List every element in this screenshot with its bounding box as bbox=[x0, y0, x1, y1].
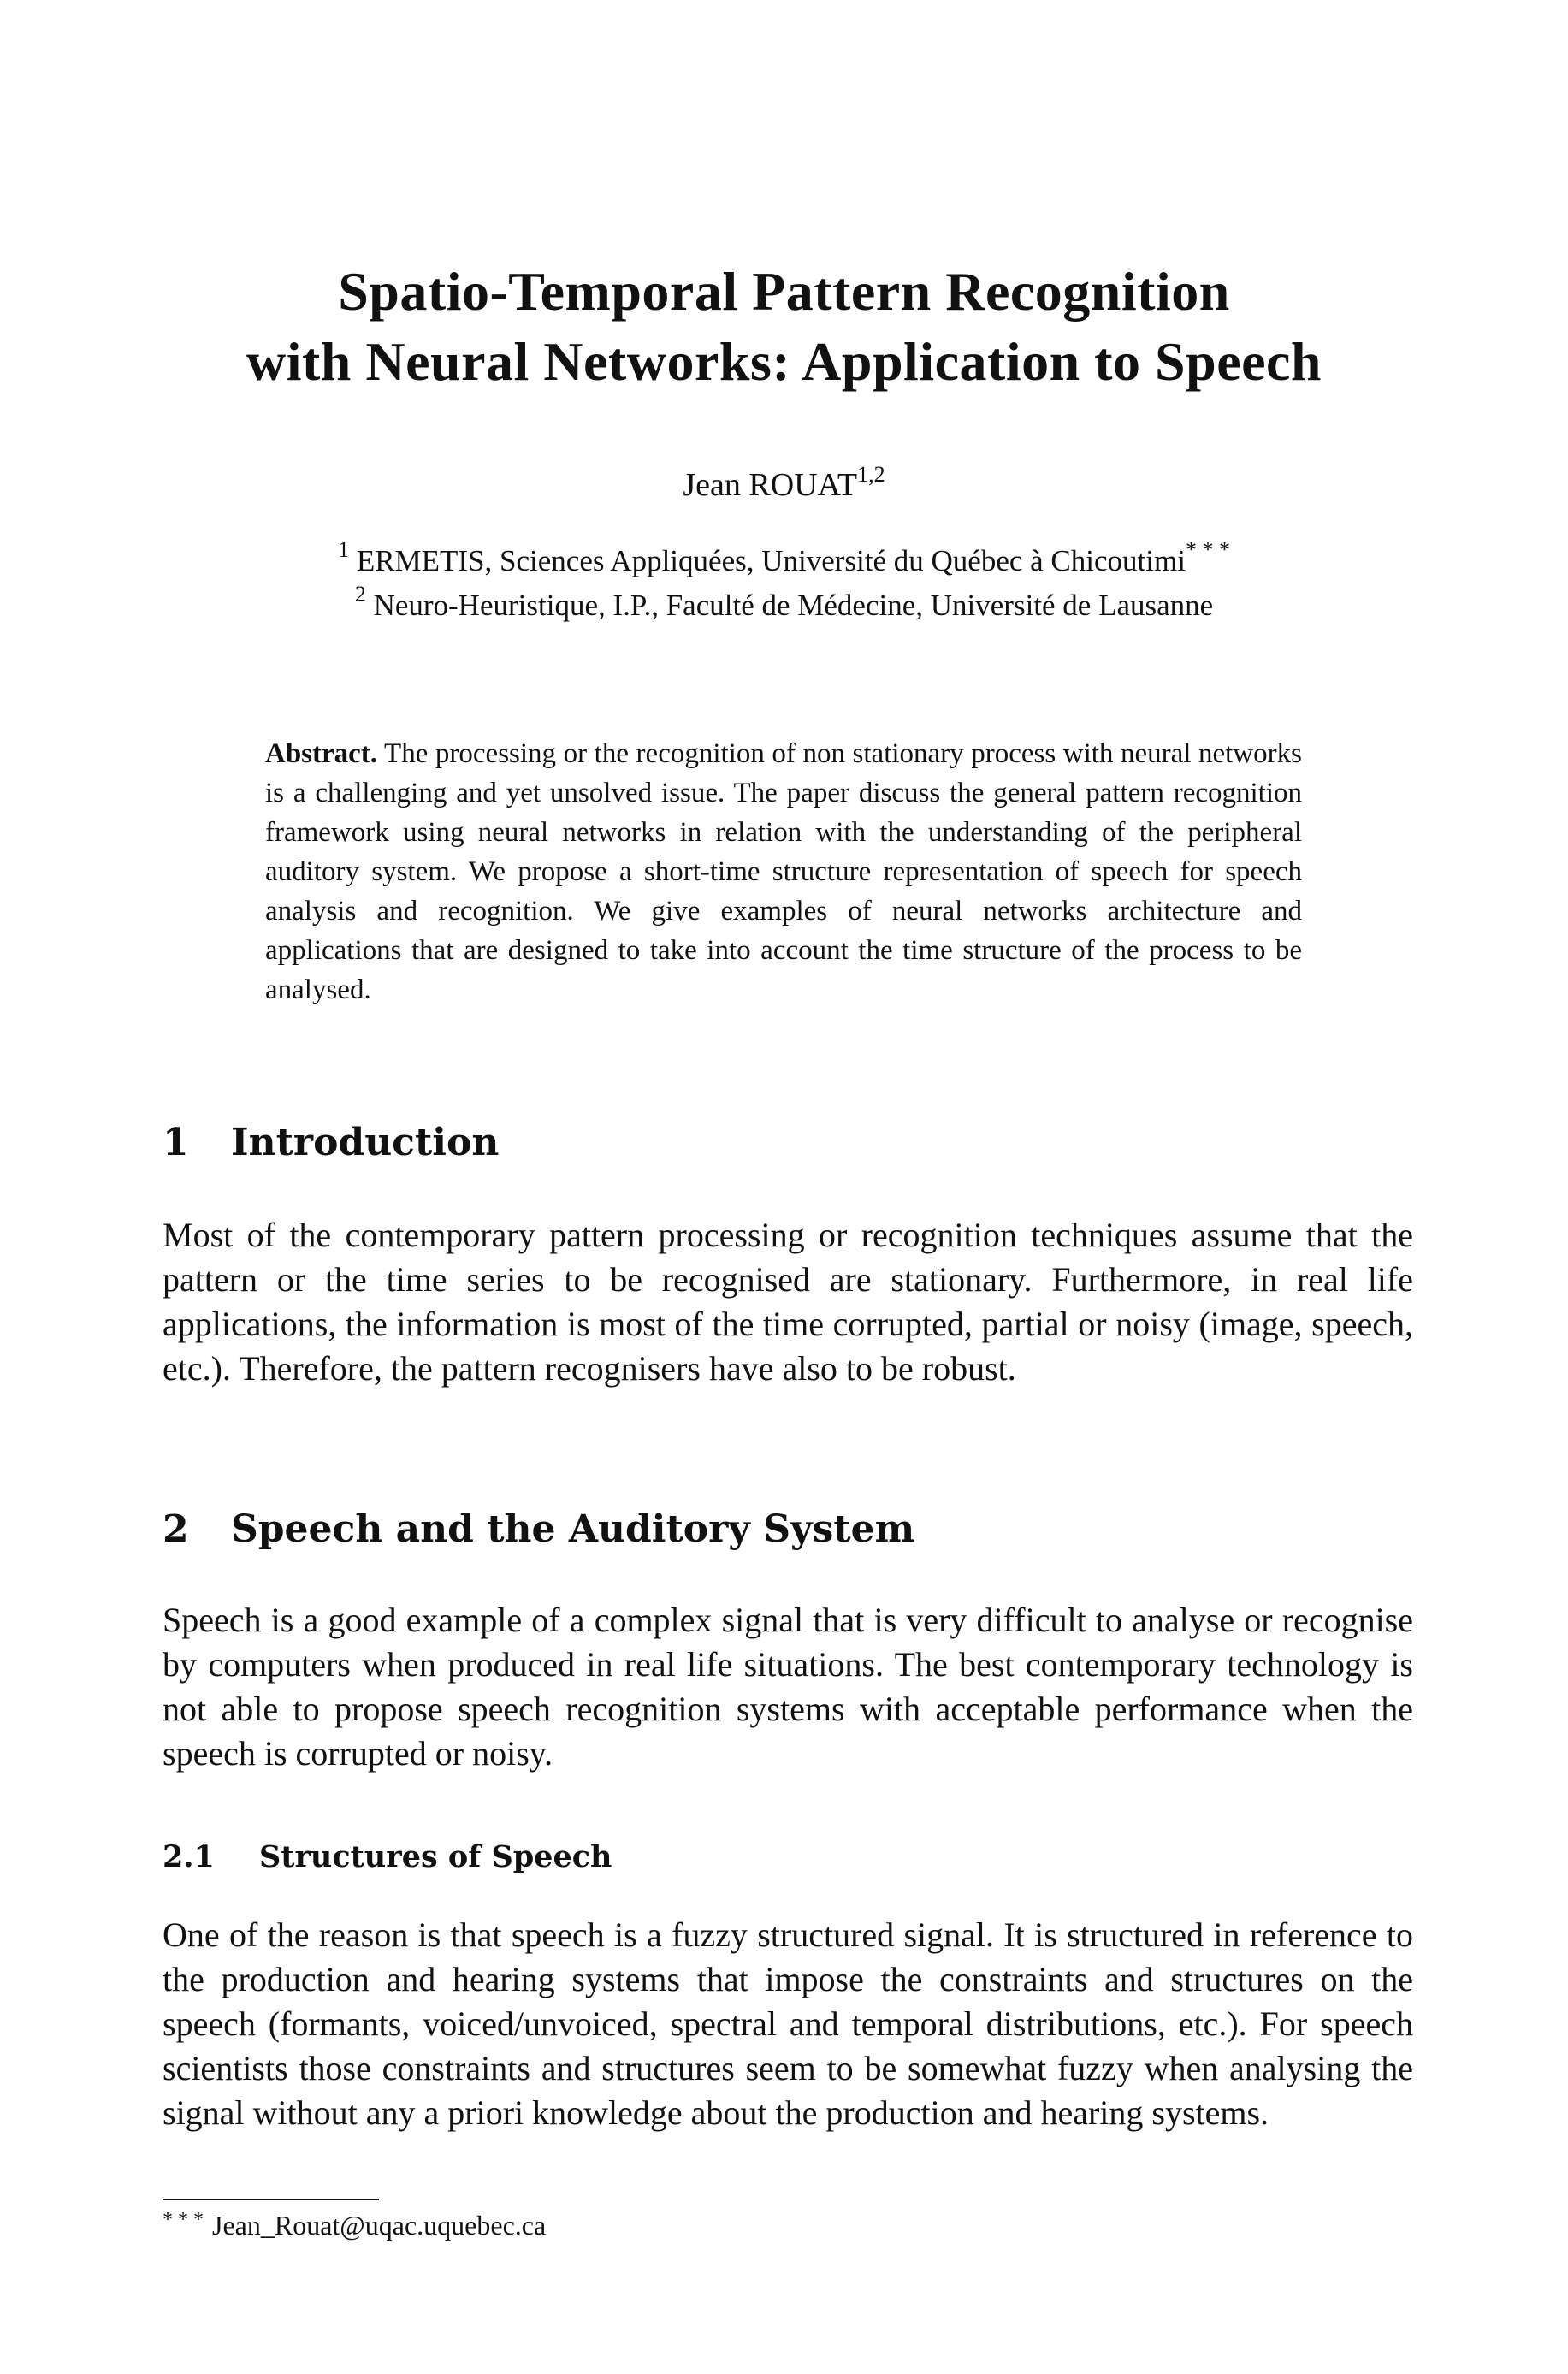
paper-title bbox=[0, 257, 1568, 397]
subsection-2-1-number: 2.1 bbox=[163, 1839, 215, 1874]
author-line bbox=[0, 462, 1568, 504]
author-name: Jean ROUAT bbox=[683, 467, 858, 503]
section-1-title: Introduction bbox=[231, 1121, 500, 1164]
affiliation-2-mark: 2 bbox=[354, 582, 366, 607]
footnote bbox=[163, 2209, 546, 2241]
footnote-divider bbox=[163, 2199, 379, 2200]
affiliation-1-text: ERMETIS, Sciences Appliquées, Université du Québec à Chicoutimi bbox=[356, 544, 1186, 577]
section-1-heading bbox=[163, 1121, 499, 1164]
abstract-label: Abstract. bbox=[265, 738, 378, 769]
paper-title-line-2: with Neural Networks: Application to Speech bbox=[246, 331, 1322, 392]
footnote-mark: * * * bbox=[163, 2209, 204, 2231]
affiliation-2 bbox=[0, 582, 1568, 623]
section-1-number: 1 bbox=[163, 1121, 189, 1164]
subsection-2-1-paragraph: One of the reason is that speech is a fuzzy structured signal. It is structured in reference to the production and hearing systems that impose the constraints and structures on the speech (formants, voiced/unvoiced, spectral and temporal distributions, etc.). For speech scientists those constraints and structures seem to be somewhat fuzzy when analysing the signal without any a priori knowledge about the production and hearing systems. bbox=[163, 1915, 1413, 2132]
subsection-2-1-title: Structures of Speech bbox=[259, 1839, 612, 1874]
abstract bbox=[265, 734, 1302, 1009]
paper-title-line-1: Spatio-Temporal Pattern Recognition bbox=[338, 261, 1230, 322]
section-2-number: 2 bbox=[163, 1507, 189, 1551]
affiliation-1-mark: 1 bbox=[338, 537, 350, 562]
affiliation-1 bbox=[0, 537, 1568, 578]
section-1-paragraph: Most of the contemporary pattern processing or recognition techniques assume that the pattern or the time series to be recognised are stationary. Furthermore, in real life applications, the information is most of the time corrupted, partial or noisy (image, speech, etc.). Therefore, the pattern recognisers have also to be robust. bbox=[163, 1216, 1413, 1388]
affiliation-1-footnote-mark: * * * bbox=[1185, 537, 1230, 562]
subsection-2-1-heading bbox=[163, 1839, 612, 1874]
section-2-paragraph: Speech is a good example of a complex signal that is very difficult to analyse or recognise by computers when produced in real life situations. The best contemporary technology is not able to propose speech recognition systems with acceptable performance when the speech is corrupted or noisy. bbox=[163, 1601, 1413, 1773]
abstract-text: The processing or the recognition of non stationary process with neural networks is a challenging and yet unsolved issue. The paper discuss the general pattern recognition framework using neural networks in relation with the understanding of the peripheral auditory system. We propose a short-time structure representation of speech for speech analysis and recognition. We give examples of neural networks architecture and applications that are designed to take into account the time structure of the process to be analysed. bbox=[265, 738, 1302, 1005]
author-affiliation-marks: 1,2 bbox=[857, 462, 885, 487]
affiliation-2-text: Neuro-Heuristique, I.P., Faculté de Médecine, Université de Lausanne bbox=[373, 589, 1214, 622]
section-2-heading bbox=[163, 1507, 914, 1551]
footnote-email: Jean_Rouat@uqac.uquebec.ca bbox=[212, 2210, 547, 2241]
section-2-title: Speech and the Auditory System bbox=[231, 1507, 915, 1551]
